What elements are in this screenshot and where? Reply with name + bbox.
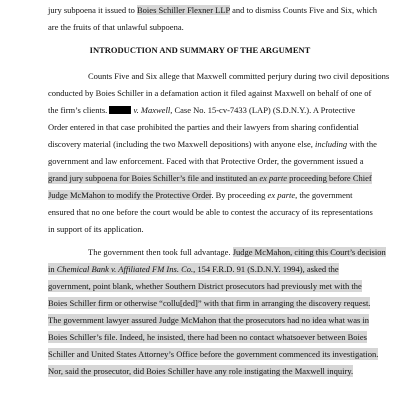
text-line	[48, 189, 353, 201]
highlighted-line: Boies Schiller’s file. Indeed, he insisted, there had been no contact whatsoever between Boies	[48, 332, 367, 342]
highlighted-line: government, point blank, whether Southern District prosecutors had previously met with the	[48, 281, 362, 291]
text-run: the firm’s clients.	[48, 105, 110, 115]
text-line: Order entered in that case prohibited the parties and their lawyers from sharing confidential	[48, 122, 359, 132]
highlighted-line: Boies Schiller firm or otherwise “collu[ded]” with that firm in arranging the discovery request.	[48, 298, 371, 308]
text-line	[48, 4, 377, 16]
text-line: in support of its application.	[48, 224, 144, 234]
text-line: ensured that no one before the court would be able to contest the accuracy of its representations	[48, 207, 373, 217]
text-run: with the	[347, 139, 377, 149]
section-heading: INTRODUCTION AND SUMMARY OF THE ARGUMENT	[89, 45, 311, 55]
highlighted-text: Boies Schiller Flexner LLP	[137, 5, 230, 15]
highlighted-text: Judge McMahon to modify the Protective Order	[48, 190, 212, 200]
highlighted-line: The government lawyer assured Judge McMahon that the prosecutors had no idea what was in	[48, 315, 370, 325]
text-line	[48, 104, 355, 116]
text-run: The government then took full advantage.	[88, 247, 233, 257]
highlighted-line	[48, 172, 372, 184]
text-line	[48, 138, 377, 150]
text-line: are the fruits of that unlawful subpoena.	[48, 22, 184, 32]
text-line: Counts Five and Six allege that Maxwell committed perjury during two civil depositions	[88, 71, 390, 81]
text-run: , Case No. 15-cv-7433 (LAP) (S.D.N.Y.). A Protective	[170, 105, 356, 115]
highlighted-text: Judge McMahon, citing this Court’s decision	[232, 247, 386, 257]
text-run: discovery material (including the two Maxwell depositions) with anyone else,	[48, 139, 315, 149]
text-run: grand jury subpoena for Boies Schiller’s file and instituted an	[48, 173, 260, 183]
italic-text: v. Maxwell	[133, 105, 171, 115]
text-run: in	[48, 264, 57, 274]
italic-text: including	[314, 139, 348, 149]
italic-text: ex parte	[259, 173, 287, 183]
text-line: conducted by Boies Schiller in a defamation action it filed against Maxwell on behalf of one of	[48, 88, 372, 98]
text-run: proceeding before Chief	[286, 173, 372, 183]
text-line	[88, 246, 386, 258]
text-line: government and law enforcement. Faced with that Protective Order, the government issued a	[48, 156, 364, 166]
highlighted-line: Nor, said the prosecutor, did Boies Schiller have any role instigating the Maxwell inquiry.	[48, 366, 354, 376]
text-run: , 154 F.R.D. 91 (S.D.N.Y. 1994), asked the	[193, 264, 339, 274]
highlighted-line	[48, 263, 339, 275]
redaction-box	[109, 106, 131, 114]
highlighted-line: Schiller and United States Attorney’s Office before the government commenced its investigation.	[48, 349, 379, 359]
text-run: , the government	[295, 190, 353, 200]
text-run: . By proceeding	[211, 190, 268, 200]
italic-text: Chemical Bank v. Affiliated FM Ins. Co.	[56, 264, 194, 274]
text-run: and to dismiss Counts Five and Six, which	[229, 5, 378, 15]
text-run: jury subpoena it issued to	[48, 5, 138, 15]
italic-text: ex parte	[267, 190, 296, 200]
